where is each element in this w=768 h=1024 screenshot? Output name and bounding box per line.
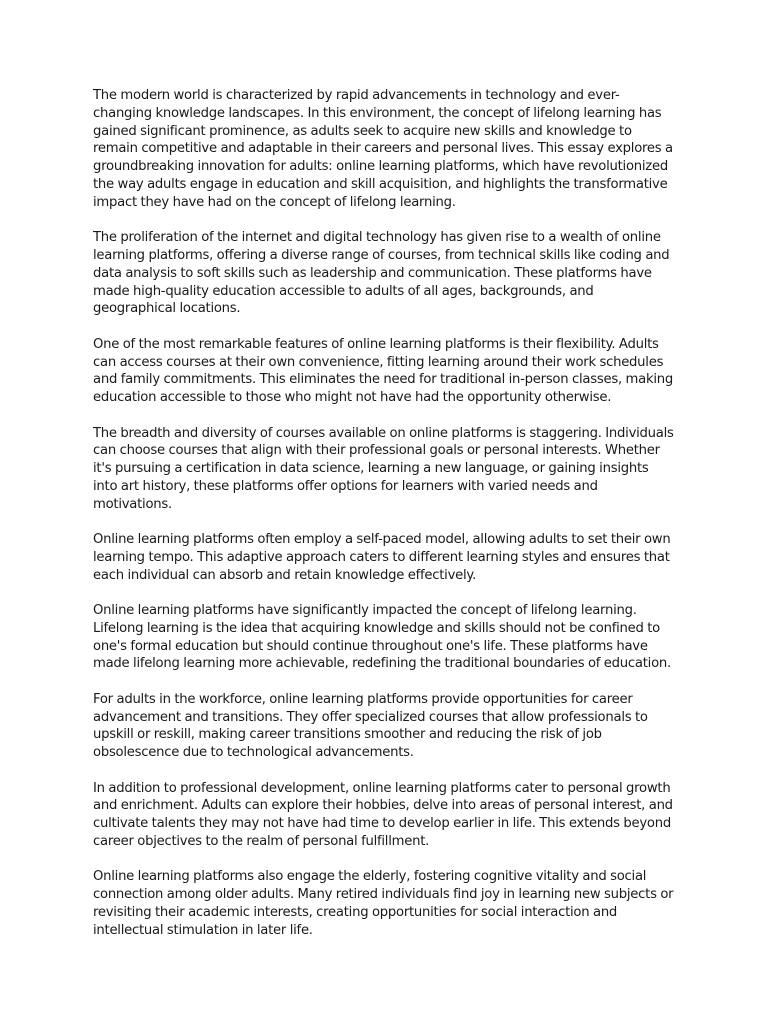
paragraph-5: Online learning platforms often employ a self-paced model, allowing adults to set their own learning tempo. This adaptive approach caters to different learning styles and ensures that each individual can absorb and retain knowledge effectively. (93, 532, 671, 583)
paragraph-8: In addition to professional development, online learning platforms cater to personal growth and enrichment. Adults can explore their hobbies, delve into areas of personal interest, and cultivate talents they may not have had time to develop earlier in life. This extends beyond career objectives to the realm of personal fulfillment. (93, 780, 673, 850)
paragraph-2: The proliferation of the internet and digital technology has given rise to a wealth of online learning platforms, offering a diverse range of courses, from technical skills like coding and data analysis to soft skills such as leadership and communication. These platforms have made high-quality education accessible to adults of all ages, backgrounds, and geographical locations. (93, 230, 670, 317)
paragraph-7: For adults in the workforce, online learning platforms provide opportunities for career advancement and transitions. They offer specialized courses that allow professionals to upskill or reskill, making career transitions smoother and reducing the risk of job obsolescence due to technological advancements. (93, 691, 648, 761)
essay-body (93, 87, 676, 940)
paragraph-6: Online learning platforms have significantly impacted the concept of lifelong learning. Lifelong learning is the idea that acquiring knowledge and skills should not be confined to one's formal education but should continue throughout one's life. These platforms have made lifelong learning more achievable, redefining the traditional boundaries of education. (93, 603, 671, 672)
paragraph-3: One of the most remarkable features of online learning platforms is their flexibility. Adults can access courses at their own convenience, fitting learning around their work schedules and family commitments. This eliminates the need for traditional in-person classes, making education accessible to those who might not have had the opportunity otherwise. (93, 336, 674, 406)
paragraph-4: The breadth and diversity of courses available on online platforms is staggering. Individuals can choose courses that align with their professional goals or personal interests. Whether it's pursuing a certification in data science, learning a new language, or gaining insights into art history, these platforms offer options for learners with varied needs and motivations. (93, 425, 674, 512)
paragraph-9: Online learning platforms also engage the elderly, fostering cognitive vitality and social connection among older adults. Many retired individuals find joy in learning new subjects or revisiting their academic interests, creating opportunities for social interaction and intellectual stimulation in later life. (93, 869, 674, 938)
paragraph-1: The modern world is characterized by rapid advancements in technology and ever-changing knowledge landscapes. In this environment, the concept of lifelong learning has gained significant prominence, as adults seek to acquire new skills and knowledge to remain competitive and adaptable in their careers and personal lives. This essay explores a groundbreaking innovation for adults: online learning platforms, which have revolutionized the way adults engage in education and skill acquisition, and highlights the transformative impact they have had on the concept of lifelong learning. (93, 88, 673, 210)
